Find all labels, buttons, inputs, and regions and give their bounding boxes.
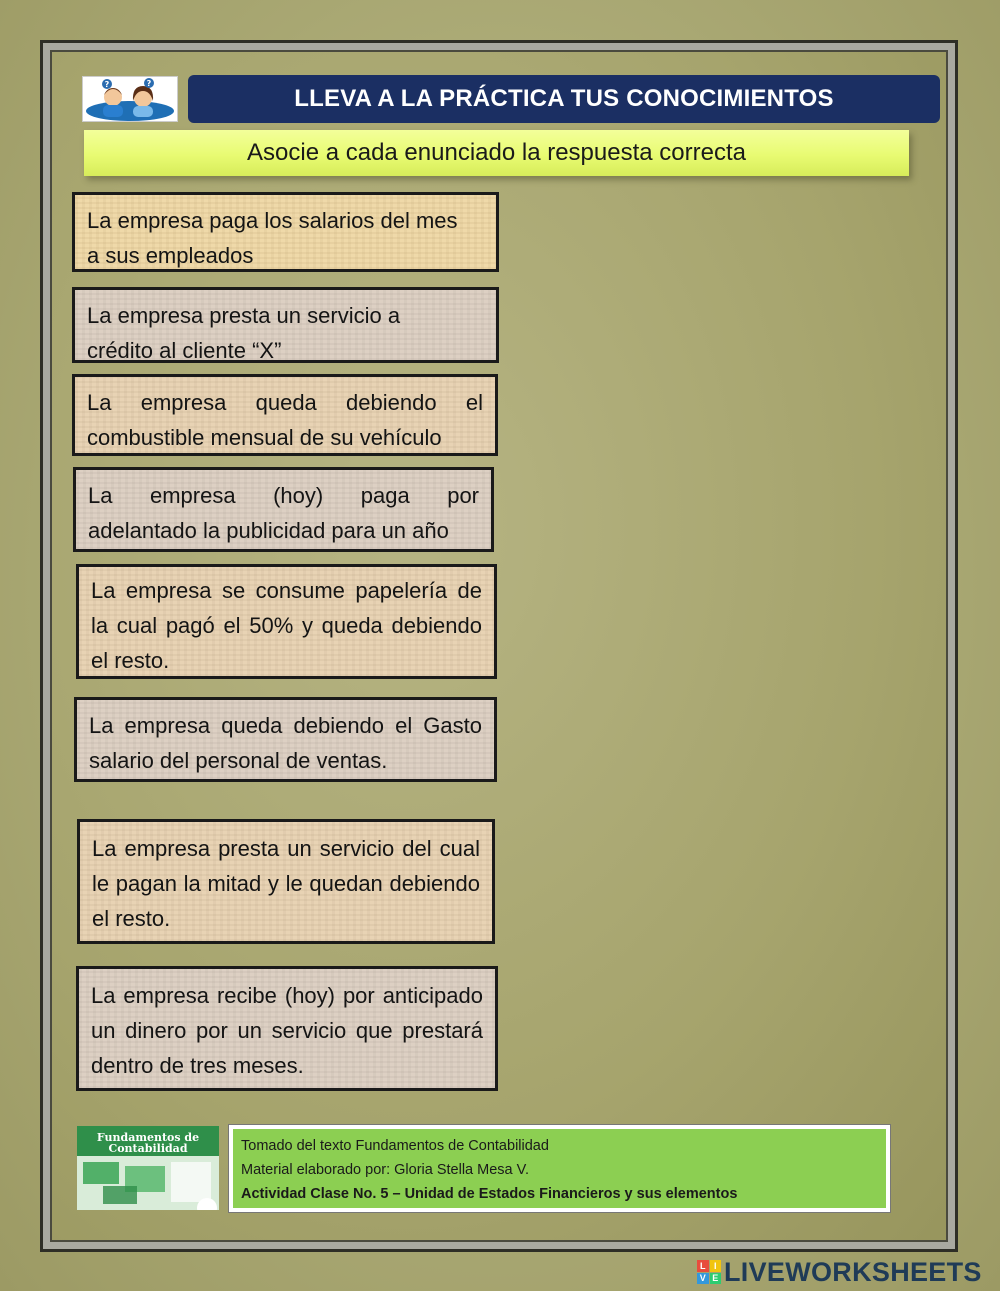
credits-activity: Actividad Clase No. 5 – Unidad de Estados Financieros y sus elementos: [241, 1186, 738, 1202]
page-title: LLEVA A LA PRÁCTICA TUS CONOCIMIENTOS: [188, 75, 940, 123]
credits-author: Material elaborado por: Gloria Stella Mesa V.: [241, 1162, 530, 1178]
statement-card-6: La empresa queda debiendo el Gasto salario del personal de ventas.: [74, 697, 497, 782]
book-cover-image: [77, 1126, 219, 1210]
statement-card-3: [72, 374, 498, 456]
statement-2-line-2: crédito al cliente “X”: [87, 338, 282, 363]
statement-4-line-1: La empresa (hoy) paga por: [88, 483, 479, 508]
statement-card-1: [72, 192, 499, 272]
statement-1-line-2: a sus empleados: [87, 243, 254, 268]
students-question-icon: [82, 76, 178, 122]
logo-letter-v: V: [697, 1273, 709, 1285]
instruction-banner: Asocie a cada enunciado la respuesta correcta: [84, 130, 909, 176]
statement-card-5: La empresa se consume papelería de la cual pagó el 50% y queda debiendo el resto.: [76, 564, 497, 679]
svg-text:?: ?: [146, 79, 152, 88]
statement-card-8: La empresa recibe (hoy) por anticipado un dinero por un servicio que prestará dentro de tres meses.: [76, 966, 498, 1091]
credits-box: [228, 1124, 891, 1213]
statement-card-4: [73, 467, 494, 552]
liveworksheets-brand[interactable]: [697, 1257, 982, 1287]
book-title-line-2: Contabilidad: [108, 1142, 188, 1155]
statement-card-2: [72, 287, 499, 363]
brand-name: LIVEWORKSHEETS: [724, 1256, 982, 1287]
logo-letter-e: E: [710, 1273, 722, 1285]
logo-letter-i: I: [710, 1260, 722, 1272]
statement-3-line-1: La empresa queda debiendo el: [87, 390, 483, 415]
book-title-line-1: Fundamentos de: [96, 1131, 200, 1144]
statement-card-7: La empresa presta un servicio del cual le pagan la mitad y le quedan debiendo el resto.: [77, 819, 495, 944]
credits-source: Tomado del texto Fundamentos de Contabilidad: [241, 1138, 549, 1154]
statement-1-line-1: La empresa paga los salarios del mes: [87, 208, 458, 233]
statement-3-line-2: combustible mensual de su vehículo: [87, 425, 442, 450]
statement-4-line-2: adelantado la publicidad para un año: [88, 518, 449, 543]
statement-2-line-1: La empresa presta un servicio a: [87, 303, 401, 328]
logo-letter-l: L: [697, 1260, 709, 1272]
svg-text:?: ?: [104, 80, 110, 89]
liveworksheets-logo-icon: [697, 1260, 721, 1284]
